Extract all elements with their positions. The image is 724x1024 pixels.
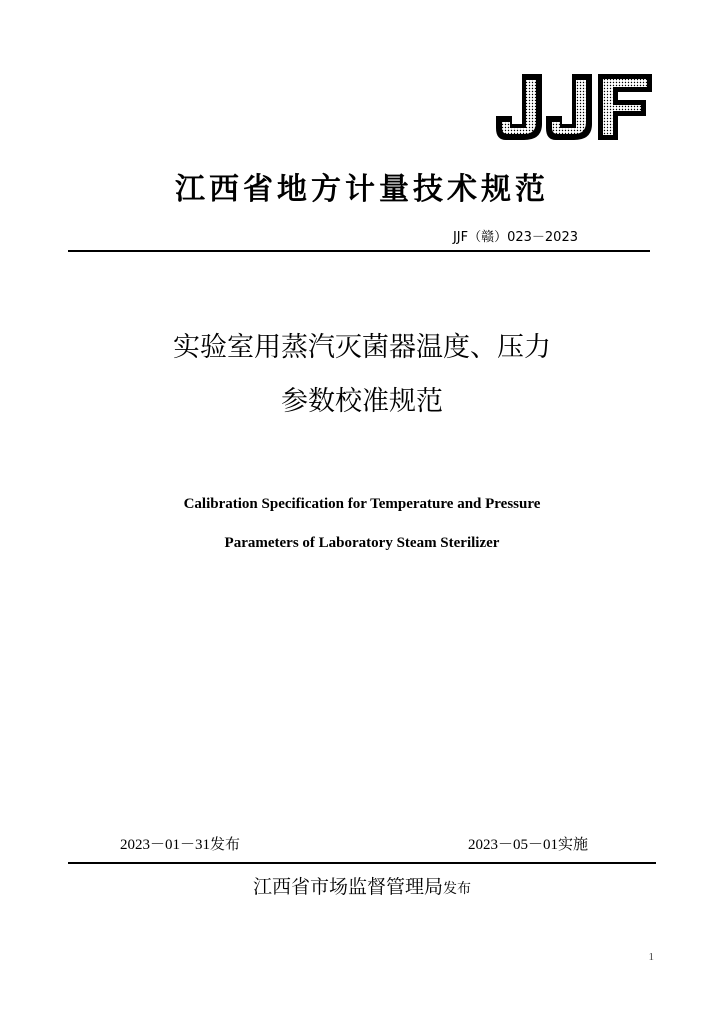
page-number: 1 (648, 951, 654, 963)
jjf-logo-graphic (492, 72, 654, 142)
organization-title: 江西省地方计量技术规范 (175, 172, 549, 207)
logo-letter-f (598, 74, 652, 140)
publisher-suffix: 发布 (443, 881, 471, 897)
jjf-logo (492, 72, 654, 142)
bottom-divider (68, 862, 656, 864)
chinese-title-line-2: 参数校准规范 (281, 386, 443, 417)
logo-letter-j1 (496, 74, 542, 140)
effective-date: 2023－05－01实施 (467, 837, 588, 853)
english-title-line-1: Calibration Specification for Temperature and Pressure (183, 496, 541, 512)
chinese-title-line-1: 实验室用蒸汽灭菌器温度、压力 (173, 332, 551, 363)
document-code: JJF（赣）023－2023 (452, 230, 578, 245)
logo-letter-j2 (546, 74, 592, 140)
publisher-name: 江西省市场监督管理局 (252, 876, 443, 898)
english-title-line-2: Parameters of Laboratory Steam Sterilizer (224, 535, 500, 551)
publisher (0, 873, 724, 903)
top-divider (68, 250, 650, 252)
issue-date: 2023－01－31发布 (120, 837, 241, 853)
